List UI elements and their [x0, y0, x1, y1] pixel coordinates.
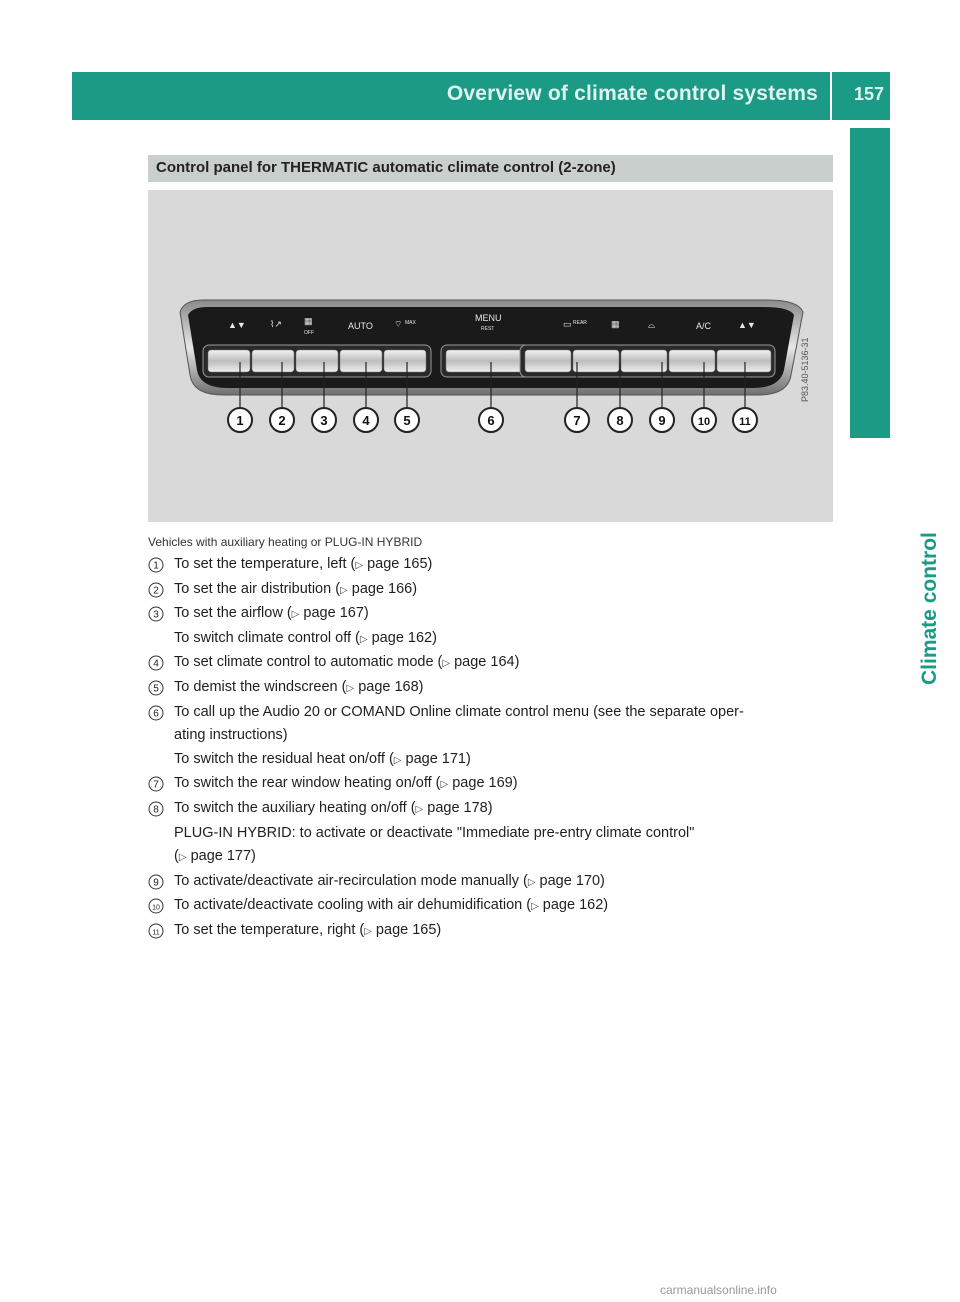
list-item [148, 627, 838, 652]
list-item [148, 772, 838, 797]
svg-text:A/C: A/C [696, 321, 712, 331]
list-item [148, 748, 838, 773]
number-circle-icon [148, 582, 164, 598]
list-item [148, 724, 838, 748]
page-reference-link[interactable]: page 165) [363, 556, 433, 572]
item-number-badge [148, 797, 164, 817]
callout-5: 5 [403, 413, 411, 428]
list-item [148, 919, 838, 944]
description-list [148, 553, 838, 944]
page-reference-link[interactable]: page 162) [367, 629, 437, 646]
number-circle-icon [148, 776, 164, 792]
list-item [148, 845, 838, 870]
page-reference-arrow-icon: ▷ [527, 876, 536, 888]
item-number-badge [148, 578, 164, 598]
figure-code: P83.40-5136-31 [800, 337, 810, 402]
svg-text:AUTO: AUTO [348, 321, 373, 331]
item-number-badge [148, 870, 164, 890]
item-text: To set the air distribution ( [174, 580, 341, 597]
item-number-badge [148, 553, 164, 573]
page-reference-link[interactable]: page 166) [347, 580, 418, 597]
item-number-badge [148, 772, 164, 792]
number-circle-icon [148, 606, 164, 622]
callout-11: 11 [739, 416, 751, 428]
page-reference-link[interactable]: page 177) [186, 848, 256, 865]
svg-text:▲▼: ▲▼ [228, 320, 246, 330]
number-circle-icon [148, 680, 164, 696]
list-item [148, 701, 838, 725]
number-circle-icon [148, 705, 164, 721]
item-number-badge [148, 919, 164, 939]
item-number: 2 [153, 585, 159, 597]
svg-text:▭: ▭ [563, 319, 572, 329]
item-number: 9 [153, 877, 159, 889]
item-text: To switch the auxiliary heating on/off ( [174, 799, 416, 816]
svg-text:⌓: ⌓ [648, 320, 656, 330]
page-reference-arrow-icon: ▷ [340, 584, 348, 596]
item-text: To switch the rear window heating on/off ( [174, 775, 441, 792]
page-reference-arrow-icon: ▷ [355, 560, 364, 571]
item-number-badge [148, 676, 164, 696]
section-heading: Control panel for THERMATIC automatic climate control (2-zone) [148, 155, 833, 182]
callout-10: 10 [697, 416, 711, 428]
page-reference-arrow-icon: ▷ [359, 633, 368, 645]
item-number: 8 [153, 804, 159, 816]
item-text: To switch the residual heat on/off ( [174, 750, 394, 767]
page-reference-link[interactable]: page 162) [538, 897, 609, 914]
page-reference-arrow-icon: ▷ [291, 609, 300, 621]
item-text: ( [174, 848, 179, 865]
list-item [148, 578, 838, 603]
page-reference-arrow-icon: ▷ [346, 682, 355, 694]
figure-caption: Vehicles with auxiliary heating or PLUG-IN HYBRID [148, 535, 423, 549]
item-number: 1 [153, 560, 159, 572]
callout-4: 4 [362, 413, 370, 428]
page-reference-arrow-icon: ▷ [364, 925, 372, 937]
item-text: PLUG-IN HYBRID: to activate or deactivate "Immediate pre-entry climate control" [174, 824, 695, 841]
list-item [148, 894, 838, 919]
page-reference-link[interactable]: page 165) [371, 921, 442, 938]
list-item [148, 676, 838, 701]
callout-9: 9 [658, 413, 666, 428]
watermark: carmanualsonline.info [660, 1283, 777, 1297]
item-text: To set the airflow ( [174, 605, 292, 622]
page-header [72, 72, 890, 120]
list-item [148, 797, 838, 822]
chapter-label: Climate control [918, 532, 941, 685]
svg-text:⌇↗: ⌇↗ [270, 319, 282, 329]
number-circle-icon [148, 557, 164, 573]
page-reference-arrow-icon: ▷ [178, 852, 187, 864]
item-text: To activate/deactivate air-recirculation mode manually ( [174, 872, 528, 889]
item-number: 5 [153, 683, 159, 695]
svg-text:MENU: MENU [475, 313, 502, 323]
list-item [148, 822, 838, 846]
item-text: ating instructions) [174, 727, 288, 744]
page-reference-link[interactable]: page 168) [354, 678, 424, 695]
number-circle-icon [148, 874, 164, 890]
svg-text:⌔: ⌔ [394, 319, 403, 329]
page-reference-arrow-icon: ▷ [531, 901, 539, 913]
page-reference-arrow-icon: ▷ [442, 658, 451, 670]
page-reference-link[interactable]: page 178) [423, 799, 493, 816]
page-reference-arrow-icon: ▷ [415, 803, 424, 815]
page-reference-link[interactable]: page 170) [535, 872, 605, 889]
item-text: To demist the windscreen ( [174, 678, 347, 695]
item-number: 4 [153, 658, 159, 670]
svg-text:REST: REST [481, 326, 495, 332]
callout-1: 1 [236, 413, 244, 428]
callout-3: 3 [320, 413, 328, 428]
item-number: 11 [152, 929, 160, 937]
item-text: To activate/deactivate cooling with air dehumidification ( [174, 897, 532, 914]
item-text: To call up the Audio 20 or COMAND Online climate control menu (see the separate oper- [174, 703, 744, 720]
number-circle-icon [148, 801, 164, 817]
page-reference-arrow-icon: ▷ [440, 779, 449, 791]
item-text: To set climate control to automatic mode ( [174, 654, 443, 671]
svg-text:▲▼: ▲▼ [738, 320, 756, 330]
item-number-badge [148, 651, 164, 671]
callout-2: 2 [278, 413, 286, 428]
page-reference-link[interactable]: page 167) [299, 605, 369, 622]
number-circle-icon [148, 923, 164, 939]
item-number: 7 [153, 779, 159, 791]
svg-text:REAR: REAR [573, 320, 587, 326]
item-number-badge [148, 602, 164, 622]
page-reference-link[interactable]: page 171) [401, 750, 471, 767]
list-item [148, 602, 838, 627]
item-text: To switch climate control off ( [174, 629, 360, 646]
list-item [148, 870, 838, 895]
number-circle-icon [148, 655, 164, 671]
page-reference-link[interactable]: page 164) [450, 654, 520, 671]
list-item [148, 651, 838, 676]
svg-text:MAX: MAX [405, 320, 416, 326]
item-text: To set the temperature, left ( [174, 556, 356, 572]
callout-7: 7 [573, 413, 581, 428]
item-number-badge [148, 701, 164, 721]
page-reference-arrow-icon: ▷ [393, 754, 402, 766]
svg-text:OFF: OFF [304, 330, 314, 336]
svg-text:▦: ▦ [611, 319, 620, 329]
page-reference-link[interactable]: page 169) [448, 775, 518, 792]
chapter-tab [850, 128, 890, 438]
item-text: To set the temperature, right ( [174, 921, 365, 938]
item-number: 10 [152, 904, 160, 912]
control-panel-figure [148, 190, 833, 522]
header-title: Overview of climate control systems [446, 82, 818, 105]
callout-6: 6 [487, 413, 495, 428]
item-number: 6 [153, 708, 159, 720]
callout-8: 8 [616, 413, 624, 428]
item-number-badge [148, 894, 164, 914]
header-divider [830, 72, 832, 120]
list-item [148, 553, 838, 578]
number-circle-icon [148, 898, 164, 914]
control-panel-illustration [148, 190, 833, 522]
item-number: 3 [153, 609, 159, 621]
svg-text:▦: ▦ [304, 316, 313, 326]
page-number: 157 [853, 84, 884, 104]
